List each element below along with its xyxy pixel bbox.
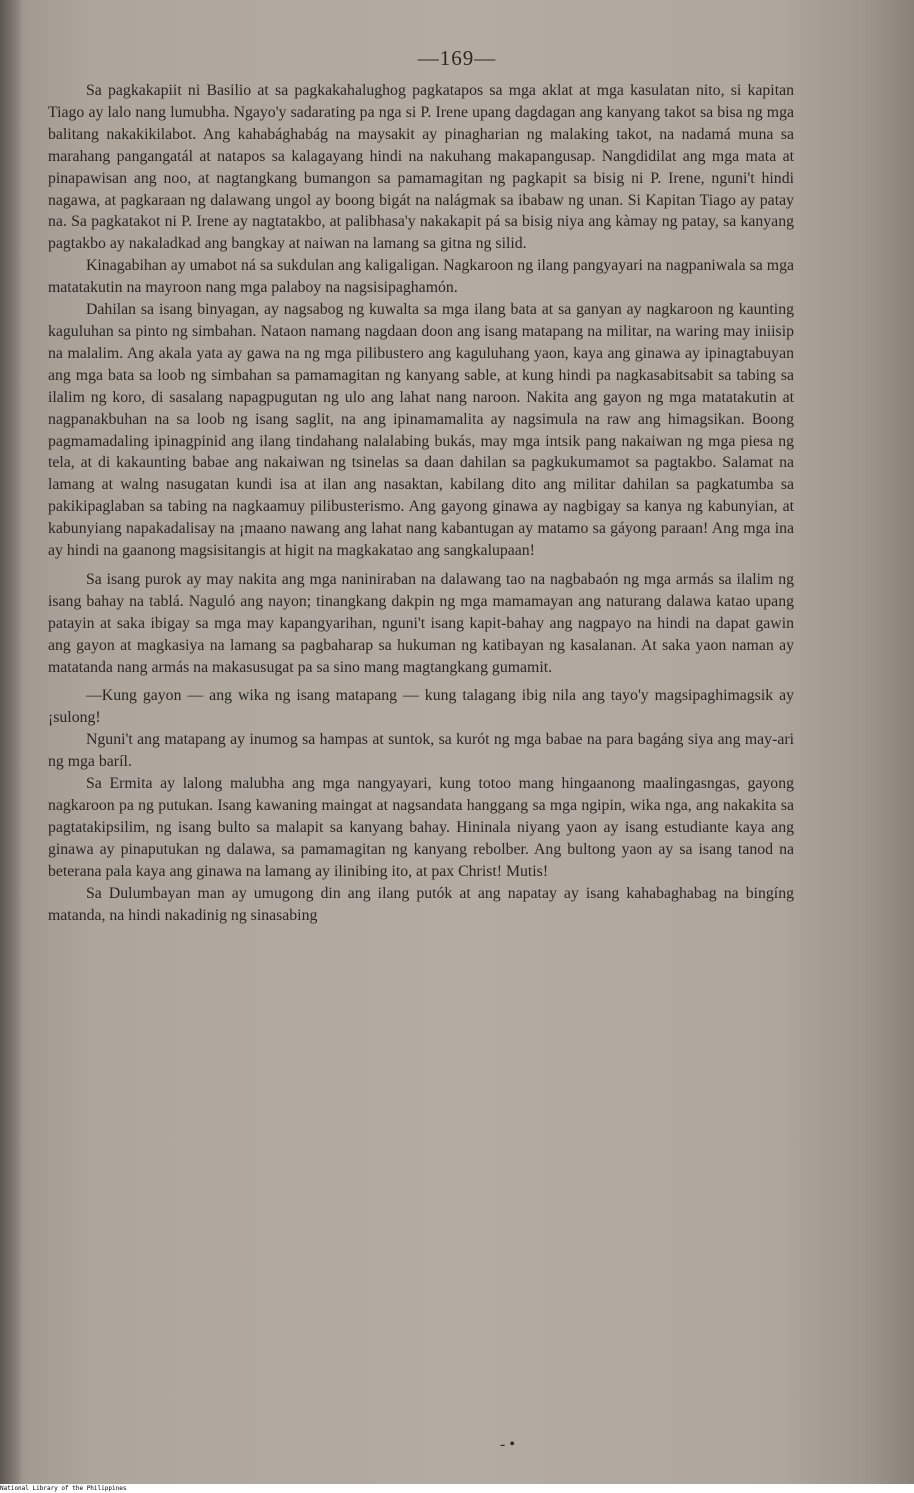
paragraph-1: Sa pagkakapiit ni Basilio at sa pagkakahalughog pagkatapos sa mga aklat at mga kasulatan nito, si kapitan Tiago ay lalo nang lumubha. Ngayo'y sadarating pa nga si P. Irene upang dagdagan ang kanyang takot sa bisa ng mga balitang nakakikilabot. Ang kahabághabág na maysakit ay pinagharian ng malaking takot, na nadamá muna sa marahang pangangatál at natapos sa kalagayang hindi na nakuhang makapangusap. Nangdidilat ang mga mata at pinapawisan ang noo, at nagtangkang bumangon sa pamamagitan ng pagkapit sa bisig ni P. Irene, nguni't hindi nagawa, at pagkaraan ng dalawang ungol ay boong bigát na nalágmak sa ibabaw ng unan. Si Kapitan Tiago ay patay na. Sa pagkatakot ni P. Irene ay nagtatakbo, at palibhasa'y nakakapit pá sa bisig niya ang kàmay ng patay, sa kanyang pagtakbo ay nakaladkad ang bangkay at naiwan na lamang sa gitna ng silid.	[48, 82, 794, 253]
bottom-mark: - •	[500, 1436, 515, 1453]
paragraph-2: Kinagabihan ay umabot ná sa sukdulan ang kaligaligan. Nagkaroon ng ilang pangyayari na nagpaniwala sa mga matatakutin na mayroon nang mga palaboy na nagsisipaghamón.	[48, 257, 794, 297]
page-number: —169—	[417, 46, 497, 70]
paragraph-4: Sa isang purok ay may nakita ang mga naniniraban na dalawang tao na nagbabaón ng mga armás sa ilalim ng isang bahay na tablá. Naguló ang nayon; tinangkang dakpin ng mga mamamayan ang naturang dalawa katao upang patayin at saka ibigay sa mga may kapangyarihan, nguni't isang kapit-bahay ang nagpayo na hindi na dapat gawin ang gayon at magkasiya na lamang sa pagbaharap sa hukuman ng katibayan ng kasalanan. At saka yaon naman ay matatanda nang armás na makasusugat pa sa sino mang magtangkang gumamit.	[48, 570, 794, 676]
body-text	[48, 80, 794, 926]
paragraph-3: Dahilan sa isang binyagan, ay nagsabog ng kuwalta sa mga ilang bata at sa ganyan ay nagkaroon ng kaunting kaguluhan sa pinto ng simbahan. Nataon namang nagdaan doon ang isang matapang na militar, na waring may iniisip na malalim. Ang akala yata ay gawa na ng mga pilibustero ang kaguluhang yaon, kaya ang ginawa ay ipinagtabuyan ang mga bata sa loob ng simbahan sa pamamagitan ng kanyang sable, at kung hindi pa nagkasabitsabit sa tabing sa ilalim ng koro, di sasalang napagpugutan ng ulo ang lahat nang naroon. Nakita ang gayon ng mga matatakutin at nagpanakbuhan na sa loob ng isang saglit, na ang ipinamamalita ay nagsimula na raw ang himagsikan. Boong pagmamadaling ipinagpinid ang ilang tindahang nalalabing bukás, may mga intsik pang nakaiwan ng mga piesa ng tela, at di kakaunting babae ang nakaiwan ng tsinelas sa daan dahilan sa pagkukumamot sa pagtakbo. Salamat na lamang at walng nasugatan kundi isa at ilan ang nasaktan, kabilang dito ang militar dahilan sa pagkatumba sa pakikipaglaban sa tabing na nagkaamuy pilibusterismo. Ang gayong ginawa ay nagbigay sa kanya ng kabunyian, at kabunyiang napakadalisay na ¡maano nawang ang lahat nang kabantugan ay matamo sa gáyong paraan! Ang mga ina ay hindi na gaanong magsisitangis at higit na magkakatao ang sangkalupaan!	[48, 301, 794, 560]
paragraph-8: Sa Dulumbayan man ay umugong din ang ilang putók at ang napatay ay isang kahabaghabag na bingíng matanda, na hindi nakadinig ng sinasabing	[48, 884, 794, 924]
paragraph-7: Sa Ermita ay lalong malubha ang mga nangyayari, kung totoo mang hingaanong maalingasngas, gayong nagkaroon pa ng putukan. Isang kawaning maingat at nagsandata hanggang sa mga ngipin, wika nga, ang nakakita sa pagtatakipsilim, ng isang bulto sa malapit sa kanyang bahay. Hininala niyang yaon ay isang estudiante kaya ang ginawa ay pinaputukan ng dalawa, sa pamamagitan ng kanyang rebolber. Ang bultong yaon ay sa isang tanod na beterana pala kaya ang ginawa na lamang ay ilinibing ito, at pax Christ! Mutis!	[48, 775, 794, 880]
footer-bar	[0, 1484, 914, 1493]
paragraph-5: —Kung gayon — ang wika ng isang matapang — kung talagang ibig nila ang tayo'y magsipaghimagsik ay ¡sulong!	[48, 687, 794, 727]
paragraph-6: Nguni't ang matapang ay inumog sa hampas at suntok, sa kurót ng mga babae na para bagáng siya ang may-ari ng mga baríl.	[48, 731, 794, 771]
footer-credit: National Library of the Philippines	[0, 1485, 127, 1492]
